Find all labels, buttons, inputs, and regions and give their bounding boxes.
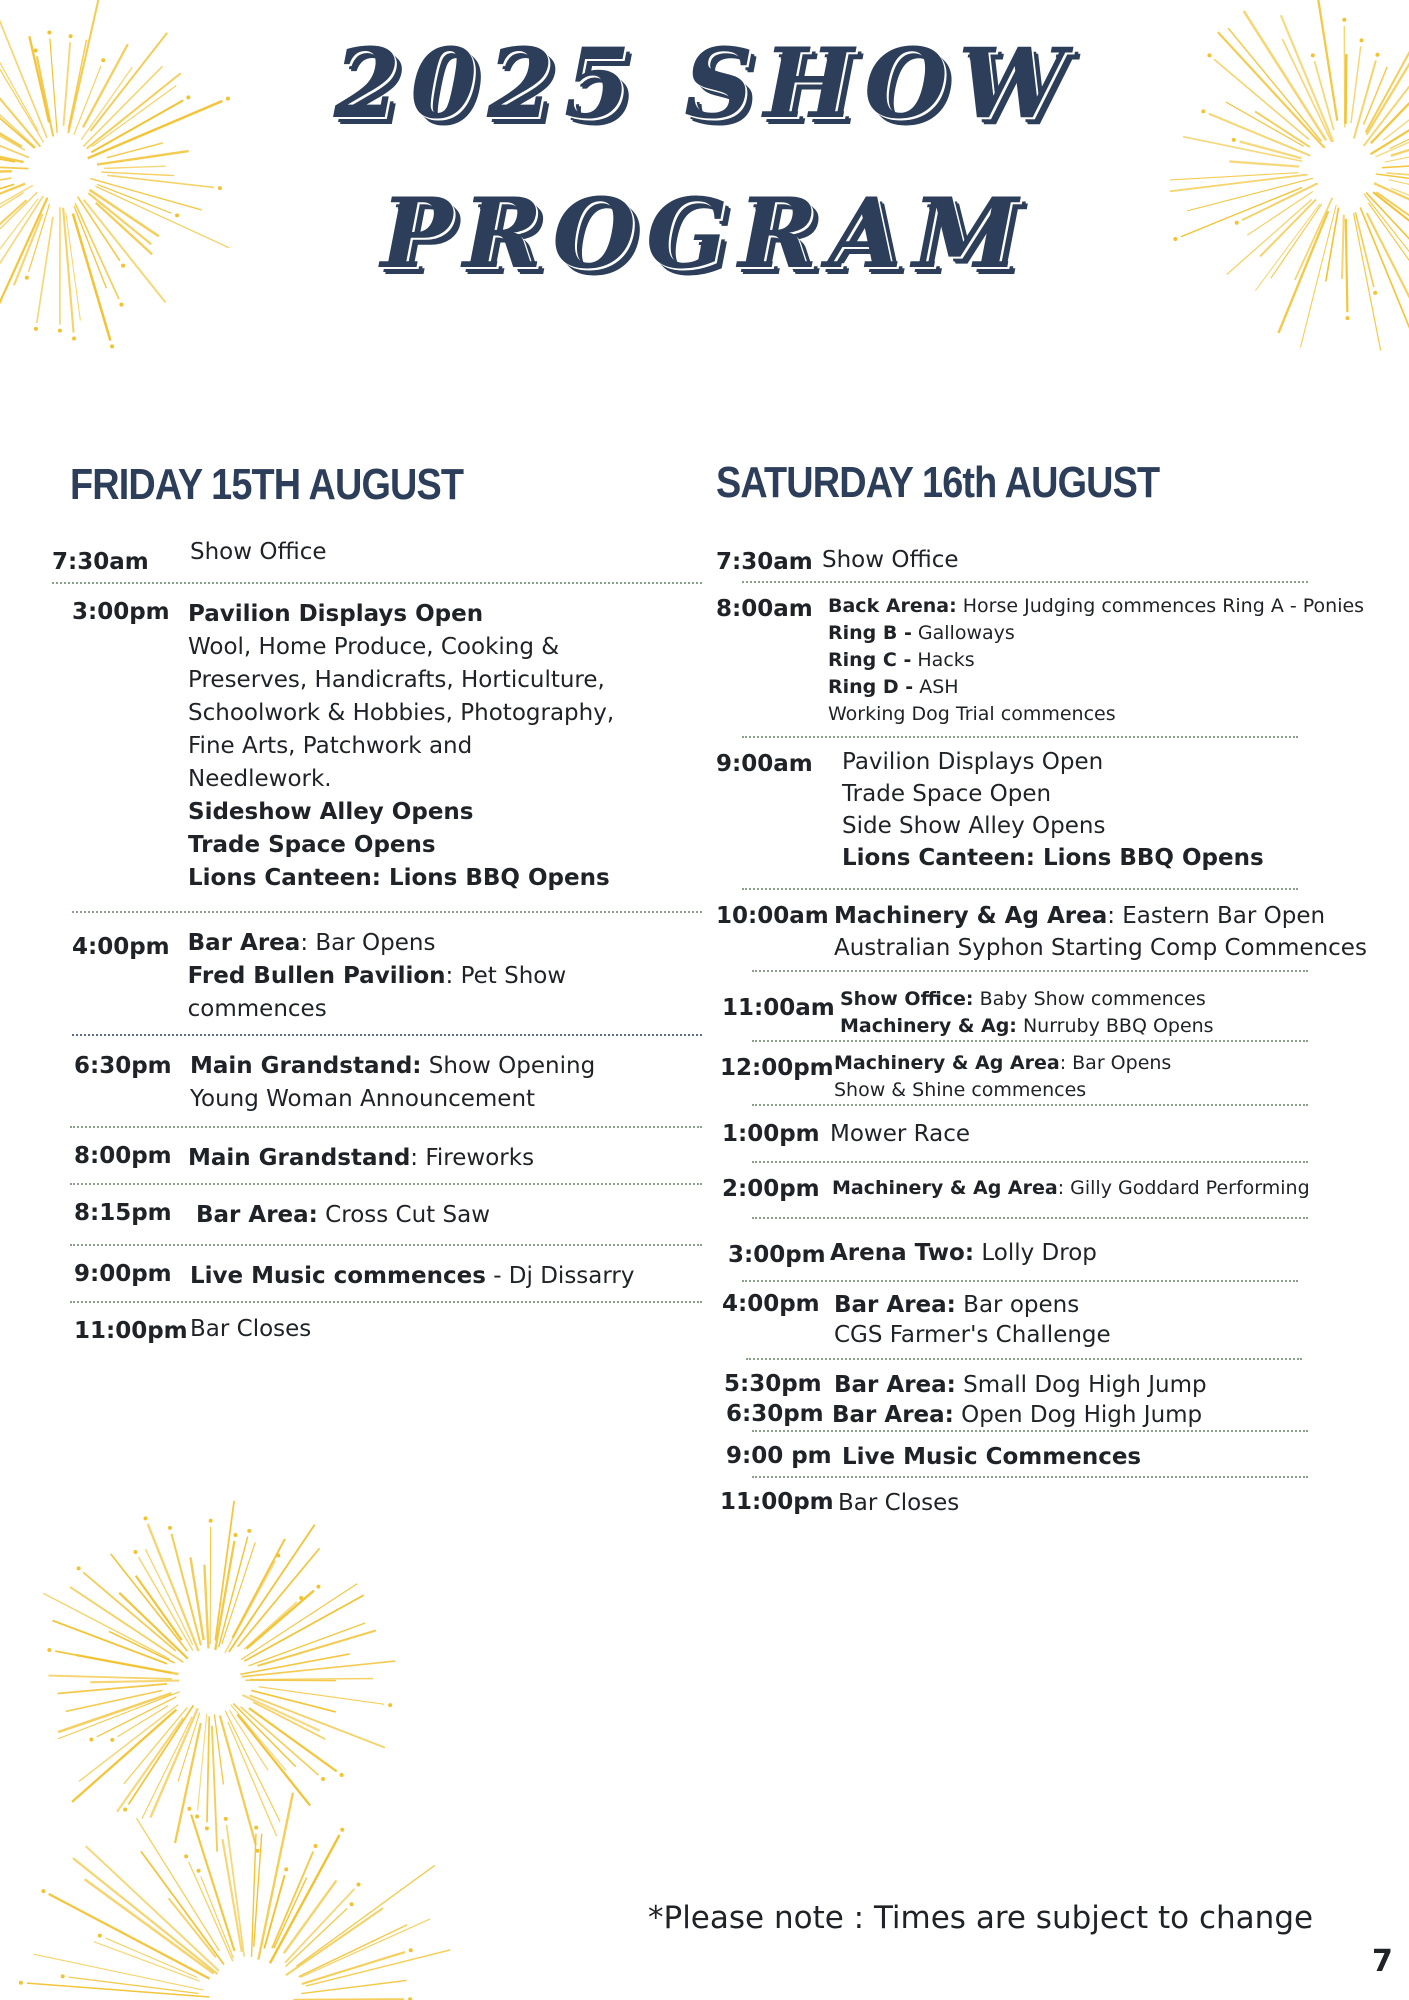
schedule-entry	[716, 1488, 1382, 1518]
schedule-entry	[716, 1370, 1382, 1400]
schedule-entry	[716, 1442, 1382, 1472]
entry-line: Bar Area: Bar Opens	[187, 930, 436, 956]
entry-time: 9:00 pm	[726, 1443, 832, 1469]
entry-time: 2:00pm	[722, 1176, 820, 1202]
entry-line: Show Office	[190, 539, 327, 565]
entry-line: Machinery & Ag Area: Eastern Bar Open	[834, 903, 1326, 929]
entry-line: Ring B - Galloways	[828, 622, 1015, 644]
entry-line: Wool, Home Produce, Cooking &	[188, 634, 560, 660]
entry-line: Bar Area: Bar opens	[834, 1292, 1080, 1318]
entry-description	[834, 900, 1367, 964]
entry-time: 11:00pm	[74, 1318, 188, 1344]
entry-description	[190, 1050, 595, 1116]
entry-time: 3:00pm	[728, 1242, 826, 1268]
entry-line: Bar Area: Cross Cut Saw	[196, 1202, 491, 1228]
entry-line: Pavilion Displays Open	[188, 601, 484, 627]
entry-description	[196, 1199, 490, 1232]
entry-time: 12:00pm	[720, 1055, 834, 1081]
schedule-entry	[716, 1400, 1382, 1430]
entry-line: Ring C - Hacks	[828, 649, 975, 671]
schedule-entry	[52, 927, 702, 1026]
entry-line: Machinery & Ag Area: Gilly Goddard Performing	[832, 1177, 1310, 1199]
entry-line: Mower Race	[830, 1121, 971, 1147]
entry-description	[832, 1175, 1310, 1202]
entry-time: 6:30pm	[726, 1401, 824, 1427]
schedule-entry	[52, 1142, 702, 1175]
entry-line: Lions Canteen: Lions BBQ Opens	[188, 865, 610, 891]
entry-line: Working Dog Trial commences	[828, 703, 1116, 725]
entry-line: Lions Canteen: Lions BBQ Opens	[842, 845, 1264, 871]
entry-description	[838, 1488, 959, 1518]
entry-line: Trade Space Opens	[188, 832, 436, 858]
entry-line: Young Woman Announcement	[190, 1086, 536, 1112]
entry-line: Machinery & Ag: Nurruby BBQ Opens	[840, 1015, 1214, 1037]
saturday-schedule	[716, 544, 1382, 1518]
entry-description	[834, 1050, 1171, 1104]
entry-time: 4:00pm	[72, 934, 170, 960]
entry-line: Bar Area: Open Dog High Jump	[832, 1402, 1203, 1428]
entry-line: Pavilion Displays Open	[842, 749, 1104, 775]
schedule-entry	[52, 1313, 702, 1346]
entry-description	[830, 1237, 1097, 1270]
entry-time: 7:30am	[52, 549, 149, 575]
page-number: 7	[1372, 1944, 1393, 1979]
entry-line: Trade Space Open	[842, 781, 1052, 807]
schedule-entry	[716, 746, 1382, 874]
entry-description	[828, 593, 1364, 728]
entry-line: Arena Two: Lolly Drop	[830, 1240, 1097, 1266]
entry-line: Fred Bullen Pavilion: Pet Show commences	[187, 963, 567, 1022]
entry-time: 6:30pm	[74, 1053, 172, 1079]
entry-time: 11:00am	[722, 995, 835, 1021]
firework-bottom-left-icon	[0, 1500, 560, 2000]
entry-line: Back Arena: Horse Judging commences Ring A - Ponies	[828, 595, 1365, 617]
entry-description	[188, 598, 614, 895]
entry-line: Show Office	[822, 547, 959, 573]
entry-description	[834, 1370, 1207, 1400]
entry-time: 9:00am	[716, 751, 813, 777]
entry-line: Needlework.	[188, 766, 332, 792]
schedule-entry	[52, 536, 702, 582]
entry-time: 10:00am	[716, 903, 829, 929]
footer-note: *Please note : Times are subject to change	[648, 1900, 1314, 1936]
entry-time: 4:00pm	[722, 1291, 820, 1317]
entry-description	[188, 927, 702, 1026]
entry-line: Live Music Commences	[842, 1444, 1142, 1470]
entry-line: Ring D - ASH	[828, 676, 959, 698]
schedule-entry	[716, 1290, 1382, 1350]
entry-line: Side Show Alley Opens	[842, 813, 1106, 839]
entry-line: Bar Area: Small Dog High Jump	[834, 1372, 1207, 1398]
schedule-entry	[716, 1118, 1382, 1151]
entry-line: Live Music commences - Dj Dissarry	[190, 1263, 635, 1289]
entry-description	[830, 1118, 970, 1151]
schedule-entry	[52, 598, 702, 895]
entry-description	[190, 536, 327, 569]
entry-description	[190, 1313, 311, 1346]
entry-line: Schoolwork & Hobbies, Photography,	[188, 700, 615, 726]
schedule-entry	[52, 1260, 702, 1293]
schedule-entry	[52, 1199, 702, 1232]
entry-description	[822, 544, 959, 577]
entry-time: 9:00pm	[74, 1261, 172, 1287]
page-title-line2: PROGRAM	[380, 177, 1029, 290]
schedule-entry	[716, 986, 1382, 1040]
entry-time: 8:00am	[716, 596, 813, 622]
schedule-entry	[716, 900, 1382, 964]
entry-line: Sideshow Alley Opens	[188, 799, 474, 825]
entry-time: 8:00pm	[74, 1143, 172, 1169]
entry-line: Main Grandstand: Show Opening	[190, 1053, 596, 1079]
entry-line: CGS Farmer's Challenge	[834, 1322, 1111, 1348]
entry-description	[842, 1442, 1141, 1472]
entry-line: Fine Arts, Patchwork and	[188, 733, 473, 759]
page-title-line1: 2025 SHOW	[333, 27, 1076, 140]
entry-line: Show Office: Baby Show commences	[840, 988, 1206, 1010]
entry-description	[834, 1290, 1111, 1350]
entry-description	[190, 1260, 635, 1293]
entry-time: 7:30am	[716, 549, 813, 575]
entry-description	[188, 1142, 534, 1175]
schedule-entry	[716, 593, 1382, 728]
entry-time: 11:00pm	[720, 1489, 834, 1515]
friday-heading: FRIDAY 15TH AUGUST	[70, 460, 464, 509]
entry-line: Machinery & Ag Area: Bar Opens	[834, 1052, 1172, 1074]
entry-description	[840, 986, 1214, 1040]
entry-description	[842, 746, 1264, 874]
entry-time: 8:15pm	[74, 1200, 172, 1226]
entry-time: 5:30pm	[724, 1371, 822, 1397]
entry-line: Bar Closes	[838, 1490, 960, 1516]
schedule-entry	[716, 1175, 1382, 1203]
entry-time: 1:00pm	[722, 1121, 820, 1147]
entry-line: Show & Shine commences	[834, 1079, 1087, 1101]
entry-line: Main Grandstand: Fireworks	[188, 1145, 535, 1171]
schedule-entry	[716, 544, 1382, 577]
saturday-heading: SATURDAY 16th AUGUST	[716, 458, 1160, 507]
schedule-entry	[716, 1050, 1382, 1104]
entry-time: 3:00pm	[72, 599, 170, 625]
schedule-entry	[52, 1050, 702, 1116]
entry-line: Preserves, Handicrafts, Horticulture,	[188, 667, 605, 693]
entry-description	[832, 1400, 1202, 1430]
friday-schedule	[52, 536, 702, 1346]
schedule-entry	[716, 1237, 1382, 1270]
entry-line: Bar Closes	[190, 1316, 312, 1342]
entry-line: Australian Syphon Starting Comp Commences	[834, 935, 1367, 961]
